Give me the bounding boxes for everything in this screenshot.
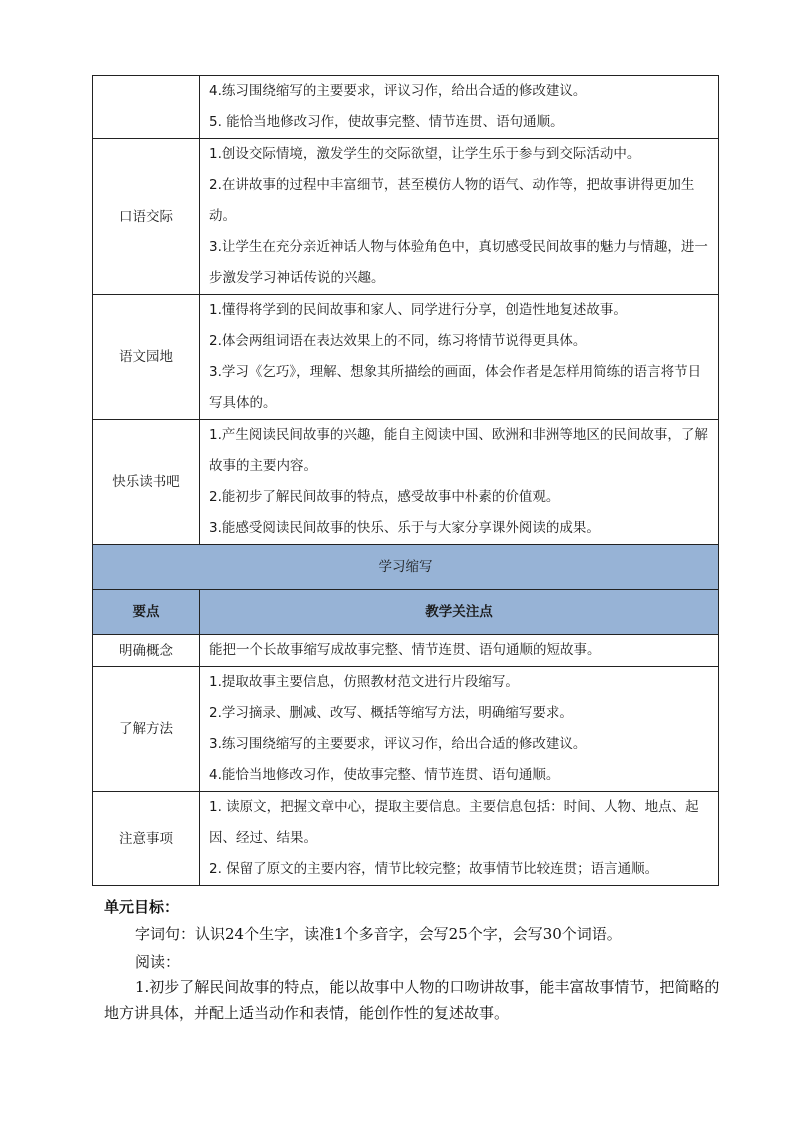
row-content: [200, 792, 719, 886]
list-item: 能把一个长故事缩写成故事完整、情节连贯、语句通顺的短故事。: [209, 642, 601, 658]
table-row: [93, 295, 719, 420]
list-item: 1.创设交际情境，激发学生的交际欲望，让学生乐于参与到交际活动中。: [209, 146, 641, 162]
row-content: [200, 139, 719, 295]
row-label: 语文园地: [93, 295, 200, 420]
row-content: [200, 420, 719, 545]
list-item: 1. 读原文，把握文章中心，提取主要信息。主要信息包括：时间、人物、地点、起因、经过、结果。: [209, 799, 699, 846]
list-item: 2.在讲故事的过程中丰富细节，甚至模仿人物的语气、动作等，把故事讲得更加生动。: [209, 177, 695, 224]
row-label: [93, 76, 200, 139]
unit-goal-words: 字词句：认识24个生字，读准1个多音字，会写25个字，会写30个词语。: [135, 925, 622, 943]
list-item: 3.学习《乞巧》，理解、想象其所描绘的画面，体会作者是怎样用简练的语言将节日写具体的。: [209, 364, 702, 411]
list-item: 1.提取故事主要信息，仿照教材范文进行片段缩写。: [209, 674, 519, 690]
curriculum-table: [92, 75, 719, 886]
unit-goal-reading-heading: 阅读：: [135, 953, 181, 971]
list-item: 2.能初步了解民间故事的特点，感受故事中朴素的价值观。: [209, 489, 560, 505]
row-label: 明确概念: [93, 635, 200, 667]
list-item: 3.能感受阅读民间故事的快乐、乐于与大家分享课外阅读的成果。: [209, 520, 600, 536]
section-banner: 学习缩写: [93, 545, 719, 590]
table-row: [93, 76, 719, 139]
row-content: [200, 667, 719, 792]
header-row: [93, 590, 719, 635]
header-label: 要点: [93, 590, 200, 635]
list-item: 2. 保留了原文的主要内容，情节比较完整；故事情节比较连贯；语言通顺。: [209, 861, 659, 877]
list-item: 1.懂得将学到的民间故事和家人、同学进行分享，创造性地复述故事。: [209, 302, 627, 318]
list-item: 3.练习围绕缩写的主要要求，评议习作，给出合适的修改建议。: [209, 736, 587, 752]
row-label: 快乐读书吧: [93, 420, 200, 545]
list-item: 4.能恰当地修改习作，使故事完整、情节连贯、语句通顺。: [209, 767, 560, 783]
row-content: [200, 635, 719, 667]
header-content: 教学关注点: [200, 590, 719, 635]
table-row: [93, 667, 719, 792]
list-item: 2.学习摘录、删减、改写、概括等缩写方法，明确缩写要求。: [209, 705, 573, 721]
unit-goal-reading-item: 1.初步了解民间故事的特点，能以故事中人物的口吻讲故事，能丰富故事情节，把简略的地方讲具体，并配上适当动作和表情，能创作性的复述故事。: [104, 978, 720, 1022]
list-item: 1.产生阅读民间故事的兴趣，能自主阅读中国、欧洲和非洲等地区的民间故事，了解故事的主要内容。: [209, 427, 708, 474]
unit-goal-title: 单元目标：: [104, 898, 180, 916]
row-label: 口语交际: [93, 139, 200, 295]
table-row: [93, 792, 719, 886]
banner-row: [93, 545, 719, 590]
row-label: 了解方法: [93, 667, 200, 792]
list-item: 2.体会两组词语在表达效果上的不同，练习将情节说得更具体。: [209, 333, 587, 349]
row-content: [200, 76, 719, 139]
list-item: 3.让学生在充分亲近神话人物与体验角色中，真切感受民间故事的魅力与情趣，进一步激发学习神话传说的兴趣。: [209, 239, 708, 286]
table-row: [93, 420, 719, 545]
list-item: 5. 能恰当地修改习作，使故事完整、情节连贯、语句通顺。: [209, 114, 564, 130]
row-content: [200, 295, 719, 420]
list-item: 4.练习围绕缩写的主要要求，评议习作，给出合适的修改建议。: [209, 83, 587, 99]
table-row: [93, 139, 719, 295]
row-label: 注意事项: [93, 792, 200, 886]
table-row: [93, 635, 719, 667]
